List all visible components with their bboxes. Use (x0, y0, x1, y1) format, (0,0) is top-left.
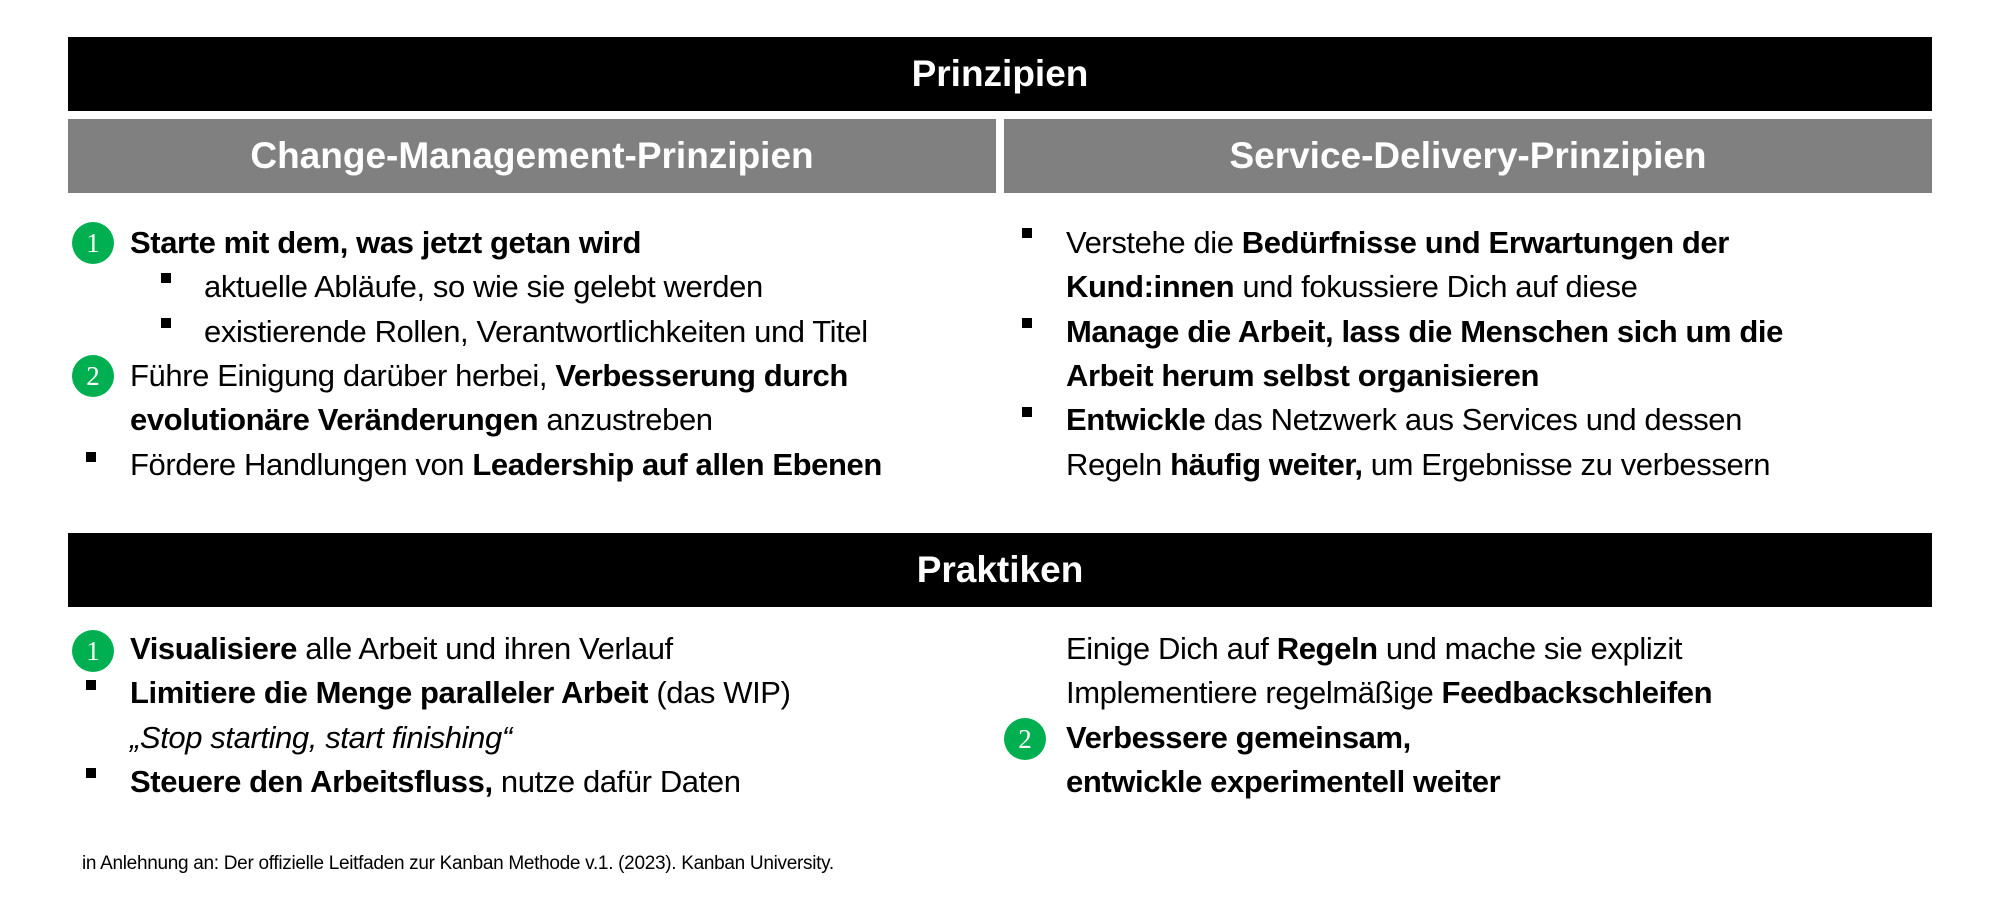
service-delivery-header (1004, 119, 1932, 193)
sub-bullet-icon (161, 318, 171, 328)
number-badge-1-icon: 1 (72, 630, 114, 672)
number-badge-2-icon: 2 (72, 355, 114, 397)
list-item: Limitiere die Menge paralleler Arbeit (das WIP) (130, 675, 791, 710)
list-item: Führe Einigung darüber herbei, Verbesserung durch (130, 358, 848, 393)
list-item: Fördere Handlungen von Leadership auf allen Ebenen (130, 447, 882, 482)
list-item: Steuere den Arbeitsfluss, nutze dafür Daten (130, 764, 741, 799)
practices-header (68, 533, 1932, 607)
principles-header (68, 37, 1932, 111)
principles-title: Prinzipien (911, 53, 1089, 94)
bullet-icon (86, 680, 96, 690)
service-delivery-title: Service-Delivery-Prinzipien (1229, 135, 1707, 176)
list-item: Entwickle das Netzwerk aus Services und dessen (1066, 402, 1742, 437)
bullet-icon (86, 768, 96, 778)
source-citation: in Anlehnung an: Der offizielle Leitfaden zur Kanban Methode v.1. (2023). Kanban University. (82, 853, 834, 874)
number-badge-1-icon: 1 (72, 222, 114, 264)
bullet-icon (86, 452, 96, 462)
change-management-title: Change-Management-Prinzipien (250, 135, 814, 176)
bullet-icon (1022, 407, 1032, 417)
list-item: Einige Dich auf Regeln und mache sie explizit (1066, 631, 1683, 666)
list-item: Visualisiere alle Arbeit und ihren Verlauf (130, 631, 673, 666)
list-item-continuation: Arbeit herum selbst organisieren (1066, 358, 1539, 393)
list-item: existierende Rollen, Verantwortlichkeiten und Titel (204, 314, 868, 349)
list-item-continuation: Kund:innen und fokussiere Dich auf diese (1066, 269, 1638, 304)
list-item: aktuelle Abläufe, so wie sie gelebt werden (204, 269, 763, 304)
change-management-header (68, 119, 996, 193)
practices-title: Praktiken (916, 549, 1084, 590)
list-item: Verstehe die Bedürfnisse und Erwartungen der (1066, 225, 1729, 260)
list-item-continuation: „Stop starting, start finishing“ (130, 720, 512, 755)
bullet-icon (1022, 228, 1032, 238)
list-item: Verbessere gemeinsam, (1066, 720, 1411, 755)
number-badge-2-icon: 2 (1004, 718, 1046, 760)
list-item: Manage die Arbeit, lass die Menschen sich um die (1066, 314, 1783, 349)
bullet-icon (1022, 318, 1032, 328)
sub-bullet-icon (161, 273, 171, 283)
list-item-continuation: Regeln häufig weiter, um Ergebnisse zu verbessern (1066, 447, 1771, 482)
list-item: Implementiere regelmäßige Feedbackschleifen (1066, 675, 1713, 710)
list-item: Starte mit dem, was jetzt getan wird (130, 225, 641, 260)
list-item-continuation: evolutionäre Veränderungen anzustreben (130, 402, 713, 437)
list-item-continuation: entwickle experimentell weiter (1066, 764, 1501, 799)
